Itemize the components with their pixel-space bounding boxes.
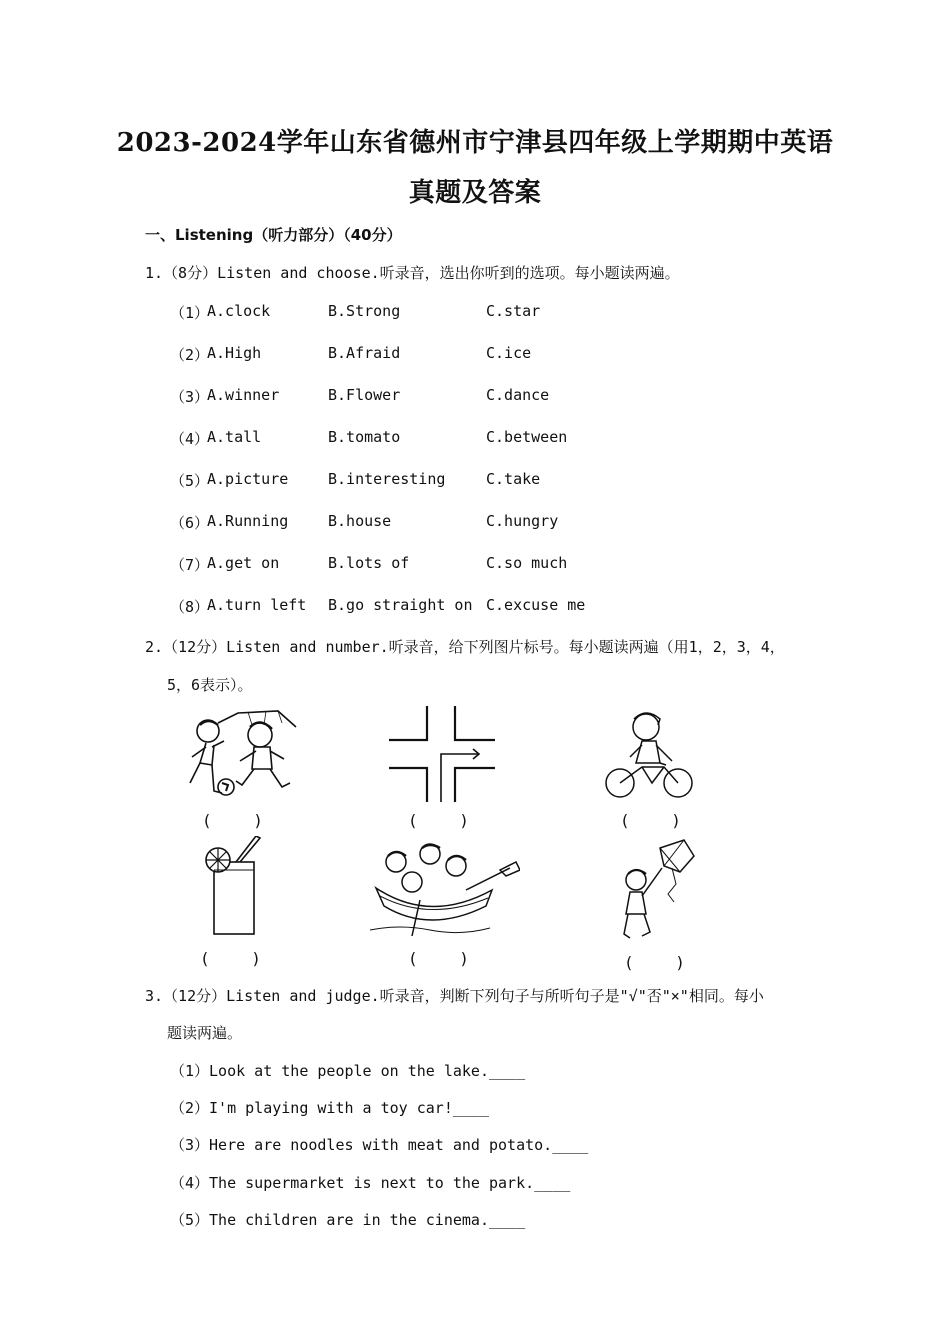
option-b: B.Flower <box>328 386 401 404</box>
option-a: A.High <box>207 344 262 362</box>
judge-item-3: （3）Here are noodles with meat and potato.____ <box>170 1136 589 1154</box>
option-number: （8） <box>170 598 210 616</box>
answer-blank-6[interactable]: ( ) <box>624 953 685 972</box>
rowing-boat-picture <box>370 840 520 936</box>
option-b: B.go straight on <box>328 596 473 614</box>
option-number: （2） <box>170 346 210 364</box>
option-c: C.star <box>486 302 541 320</box>
option-b: B.interesting <box>328 470 446 488</box>
question-3-heading: 3.（12分）Listen and judge.听录音，判断下列句子与所听句子是"√"否"×"相同。每小 <box>145 987 764 1005</box>
option-a: A.turn left <box>207 596 307 614</box>
option-number: （6） <box>170 514 210 532</box>
option-number: （3） <box>170 388 210 406</box>
crossroads-picture <box>389 706 495 802</box>
option-c: C.excuse me <box>486 596 586 614</box>
option-c: C.hungry <box>486 512 559 530</box>
judge-item-2: （2）I'm playing with a toy car!____ <box>170 1099 489 1117</box>
option-b: B.Strong <box>328 302 401 320</box>
answer-blank-5[interactable]: ( ) <box>408 949 469 968</box>
girl-kite-picture <box>614 838 698 946</box>
section-heading-listening: 一、Listening（听力部分）（40分） <box>145 226 402 244</box>
judge-item-1: （1）Look at the people on the lake.____ <box>170 1062 526 1080</box>
option-number: （5） <box>170 472 210 490</box>
juice-glass-picture <box>200 836 262 936</box>
question-2-heading: 2.（12分）Listen and number.听录音，给下列图片标号。每小题读两遍（用1，2，3，4， <box>145 638 785 656</box>
judge-item-5: （5）The children are in the cinema.____ <box>170 1211 526 1229</box>
option-c: C.between <box>486 428 568 446</box>
option-c: C.take <box>486 470 541 488</box>
option-a: A.winner <box>207 386 280 404</box>
boy-cycling-picture <box>602 705 698 801</box>
answer-blank-1[interactable]: ( ) <box>202 811 263 830</box>
option-c: C.so much <box>486 554 568 572</box>
option-b: B.lots of <box>328 554 410 572</box>
option-number: （4） <box>170 430 210 448</box>
option-a: A.clock <box>207 302 271 320</box>
option-a: A.picture <box>207 470 289 488</box>
option-a: A.Running <box>207 512 289 530</box>
document-title-line2: 真题及答案 <box>408 178 542 208</box>
option-b: B.house <box>328 512 392 530</box>
question-1-heading: 1.（8分）Listen and choose.听录音，选出你听到的选项。每小题读两遍。 <box>145 264 680 282</box>
option-number: （1） <box>170 304 210 322</box>
option-a: A.get on <box>207 554 280 572</box>
answer-blank-2[interactable]: ( ) <box>408 811 469 830</box>
option-b: B.Afraid <box>328 344 401 362</box>
soccer-kids-picture <box>178 705 303 801</box>
option-b: B.tomato <box>328 428 401 446</box>
option-c: C.dance <box>486 386 550 404</box>
option-number: （7） <box>170 556 210 574</box>
question-2-heading-cont: 5，6表示）。 <box>167 676 253 694</box>
option-a: A.tall <box>207 428 262 446</box>
option-c: C.ice <box>486 344 532 362</box>
document-title-line1: 2023-2024学年山东省德州市宁津县四年级上学期期中英语 <box>116 128 834 158</box>
answer-blank-4[interactable]: ( ) <box>200 949 261 968</box>
question-3-heading-cont: 题读两遍。 <box>167 1024 243 1042</box>
judge-item-4: （4）The supermarket is next to the park.____ <box>170 1174 571 1192</box>
answer-blank-3[interactable]: ( ) <box>620 811 681 830</box>
